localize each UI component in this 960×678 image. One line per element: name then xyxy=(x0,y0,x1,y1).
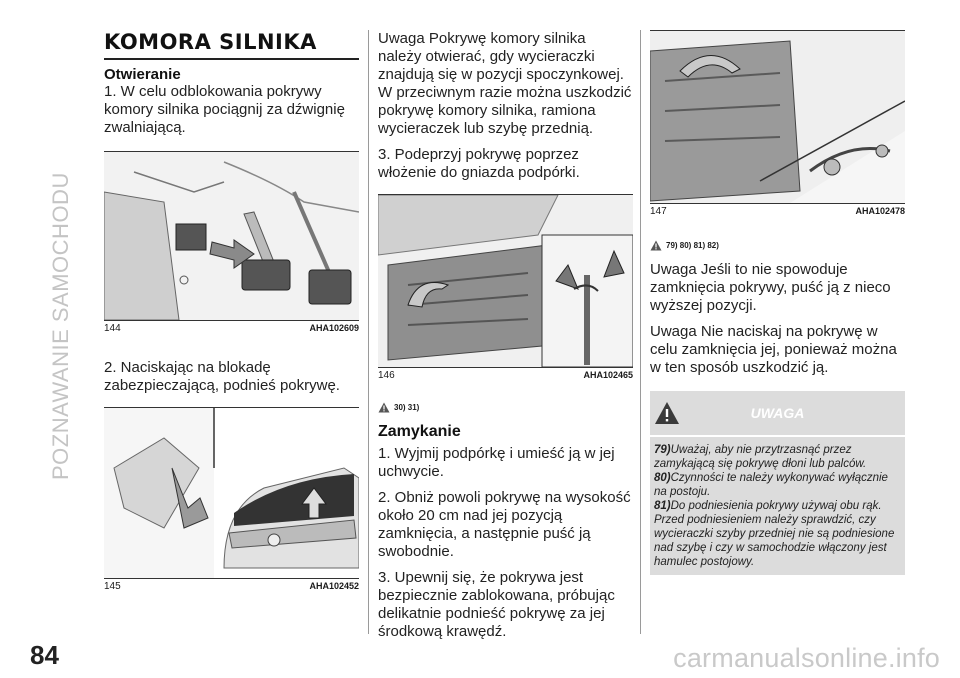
caution-number: 81) xyxy=(654,500,671,512)
figure-146-caption xyxy=(378,368,633,384)
caution-number: 80) xyxy=(654,472,671,484)
references-text: 79) 80) 81) 82) xyxy=(666,241,719,250)
figure-code: AHA102478 xyxy=(855,206,905,216)
figure-number: 146 xyxy=(378,370,395,381)
step-1-text: 1. W celu odblokowania pokrywy komory silnika pociągnij za dźwignię zwalniającą. xyxy=(104,83,345,136)
caution-text: Do podniesienia pokrywy używaj obu rąk. Przed podniesieniem należy sprawdzić, czy wycieraczki szyby przedniej nie są podniesione nad szybę i czy w samochodzie włączony jest hamulec postojowy. xyxy=(654,500,895,568)
figure-code: AHA102452 xyxy=(309,581,359,591)
section-heading: KOMORA SILNIKA xyxy=(104,30,359,60)
pedal-lever-illustration xyxy=(104,152,359,320)
close-step-1: 1. Wyjmij podpórkę i umieść ją w jej uchwycie. xyxy=(378,445,615,480)
figure-code: AHA102609 xyxy=(309,323,359,333)
column-divider xyxy=(640,30,641,634)
note-do-not-press: Uwaga Nie naciskaj na pokrywę w celu zamknięcia jej, ponieważ można w ten sposób uszkodzić ją. xyxy=(650,323,897,376)
figure-number: 147 xyxy=(650,206,667,217)
hood-prop-illustration xyxy=(378,195,633,367)
figure-147 xyxy=(650,30,905,204)
subheading-opening: Otwieranie xyxy=(104,66,181,83)
figure-144-caption xyxy=(104,321,359,337)
caution-title: UWAGA xyxy=(750,405,805,421)
figure-144 xyxy=(104,151,359,321)
step-3-text: 3. Podeprzyj pokrywę poprzez włożenie do gniazda podpórki. xyxy=(378,146,580,181)
note-wipers: Uwaga Pokrywę komory silnika należy otwierać, gdy wycieraczki znajdują się w pozycji spoczynkowej. W przeciwnym razie można uszkodzić pokrywę komory silnika, ramiona wycieraczek lub szybę przednią. xyxy=(378,30,632,137)
caution-item-81 xyxy=(654,499,901,569)
page-number: 84 xyxy=(30,640,59,670)
column-3 xyxy=(650,30,905,575)
step-2-text: 2. Naciskając na blokadę zabezpieczającą, podnieś pokrywę. xyxy=(104,359,340,394)
caution-number: 79) xyxy=(654,444,671,456)
column-divider xyxy=(368,30,369,634)
column-2 xyxy=(378,30,633,649)
warning-triangle-icon xyxy=(650,240,662,251)
caution-header xyxy=(650,391,905,437)
subheading-closing: Zamykanie xyxy=(378,423,461,440)
figure-number: 144 xyxy=(104,323,121,334)
note-drop-higher: Uwaga Jeśli to nie spowoduje zamknięcia pokrywy, puść ją z nieco wyższej pozycji. xyxy=(650,261,891,314)
references-text: 30) 31) xyxy=(394,403,420,412)
figure-145 xyxy=(104,407,359,579)
caution-body xyxy=(650,437,905,575)
warning-triangle-icon xyxy=(654,401,680,425)
caution-box xyxy=(650,391,905,575)
caution-text: Czynności te należy wykonywać wyłącznie na postoju. xyxy=(654,472,888,498)
hood-closing-illustration xyxy=(650,31,905,203)
watermark: carmanualsonline.info xyxy=(673,643,940,673)
figure-147-caption xyxy=(650,204,905,220)
warning-triangle-icon xyxy=(378,402,390,413)
figure-code: AHA102465 xyxy=(583,370,633,380)
close-step-2: 2. Obniż powoli pokrywę na wysokość około 20 cm nad jej pozycją zamknięcia, a następnie puść ją swobodnie. xyxy=(378,489,631,560)
section-side-tab: POZNAWANIE SAMOCHODU xyxy=(48,172,73,480)
column-1 xyxy=(104,30,359,595)
figure-number: 145 xyxy=(104,581,121,592)
figure-145-caption xyxy=(104,579,359,595)
warning-references xyxy=(378,402,633,413)
figure-146 xyxy=(378,194,633,368)
warning-references xyxy=(650,240,905,251)
hood-latch-illustration xyxy=(104,408,359,578)
caution-item-79 xyxy=(654,443,901,471)
close-step-3: 3. Upewnij się, że pokrywa jest bezpiecznie zablokowana, próbując delikatnie podnieść pokrywę za jej środkową krawędź. xyxy=(378,569,615,640)
caution-text: Uważaj, aby nie przytrzasnąć przez zamykającą się pokrywę dłoni lub palców. xyxy=(654,444,867,470)
caution-item-80 xyxy=(654,471,901,499)
